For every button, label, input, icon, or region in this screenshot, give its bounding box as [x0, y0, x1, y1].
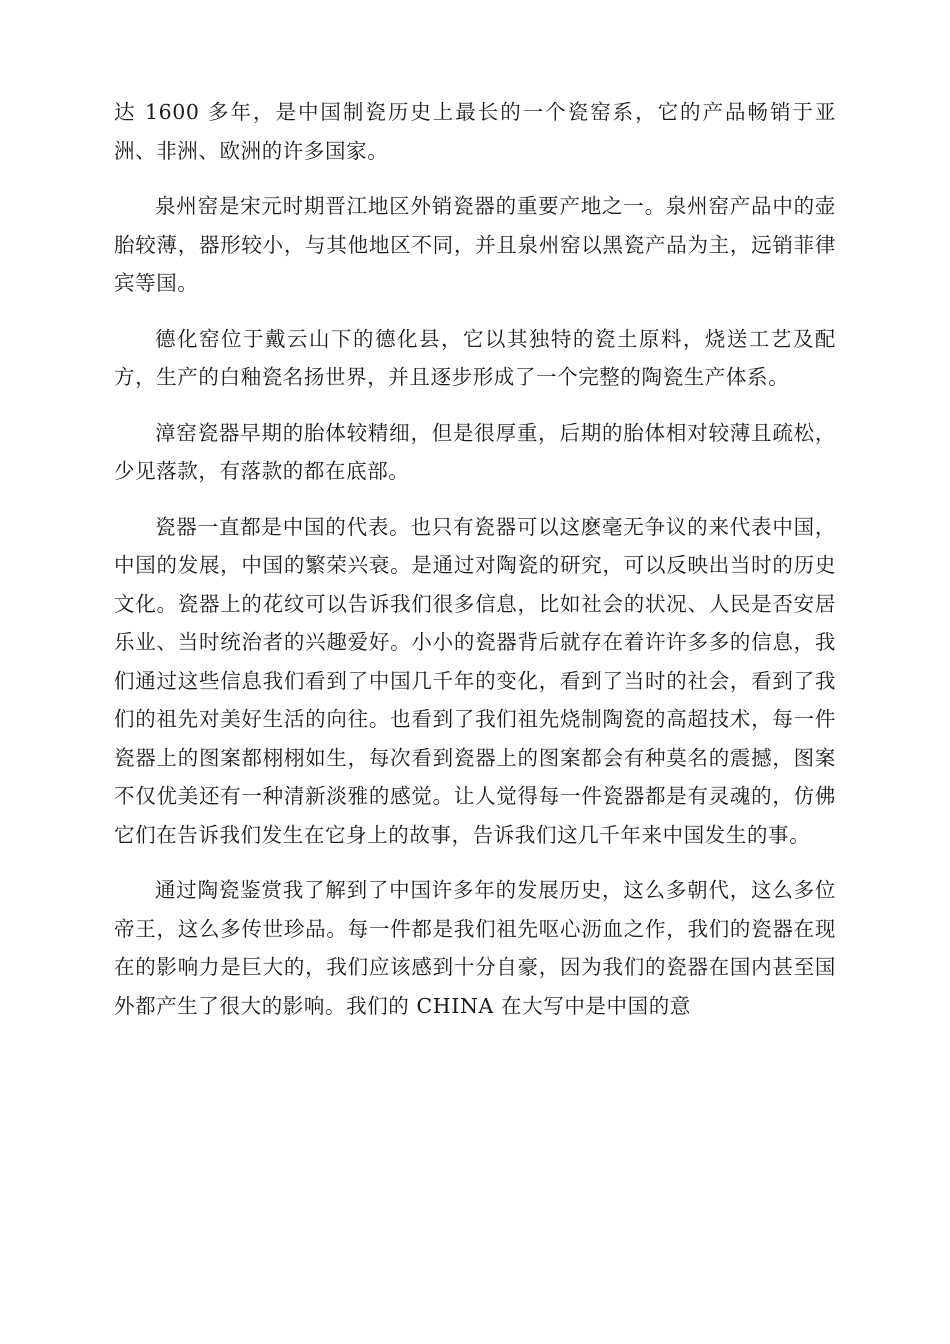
paragraph-dehua-kiln: 德化窑位于戴云山下的德化县，它以其独特的瓷土原料，烧送工艺及配方，生产的白釉瓷名扬世界，并且逐步形成了一个完整的陶瓷生产体系。 — [114, 326, 836, 389]
paragraph-quanzhou-kiln: 泉州窑是宋元时期晋江地区外销瓷器的重要产地之一。泉州窑产品中的壶胎较薄，器形较小，与其他地区不同，并且泉州窑以黑瓷产品为主，远销菲律宾等国。 — [114, 194, 836, 295]
paragraph-export-history: 达 1600 多年，是中国制瓷历史上最长的一个瓷窑系，它的产品畅销于亚洲、非洲、欧洲的许多国家。 — [114, 100, 836, 163]
paragraph-porcelain-representation: 瓷器一直都是中国的代表。也只有瓷器可以这麽毫无争议的来代表中国，中国的发展，中国的繁荣兴衰。是通过对陶瓷的研究，可以反映出当时的历史文化。瓷器上的花纹可以告诉我们很多信息，比如社会的状况、人民是否安居乐业、当时统治者的兴趣爱好。小小的瓷器背后就存在着许许多多的信息，我们通过这些信息我们看到了中国几千年的变化，看到了当时的社会，看到了我们的祖先对美好生活的向往。也看到了我们祖先烧制陶瓷的高超技术，每一件瓷器上的图案都栩栩如生，每次看到瓷器上的图案都会有种莫名的震撼，图案不仅优美还有一种清新淡雅的感觉。让人觉得每一件瓷器都是有灵魂的，仿佛它们在告诉我们发生在它身上的故事，告诉我们这几千年来中国发生的事。 — [114, 514, 836, 847]
paragraph-appreciation-reflection: 通过陶瓷鉴赏我了解到了中国许多年的发展历史，这么多朝代，这么多位帝王，这么多传世珍品。每一件都是我们祖先呕心沥血之作，我们的瓷器在现在的影响力是巨大的，我们应该感到十分自豪，因为我们的瓷器在国内甚至国外都产生了很大的影响。我们的 CHINA 在大写中是中国的意 — [114, 878, 836, 1018]
document-body — [114, 93, 836, 1025]
paragraph-zhang-kiln: 漳窑瓷器早期的胎体较精细，但是很厚重，后期的胎体相对较薄且疏松，少见落款，有落款的都在底部。 — [114, 420, 836, 483]
